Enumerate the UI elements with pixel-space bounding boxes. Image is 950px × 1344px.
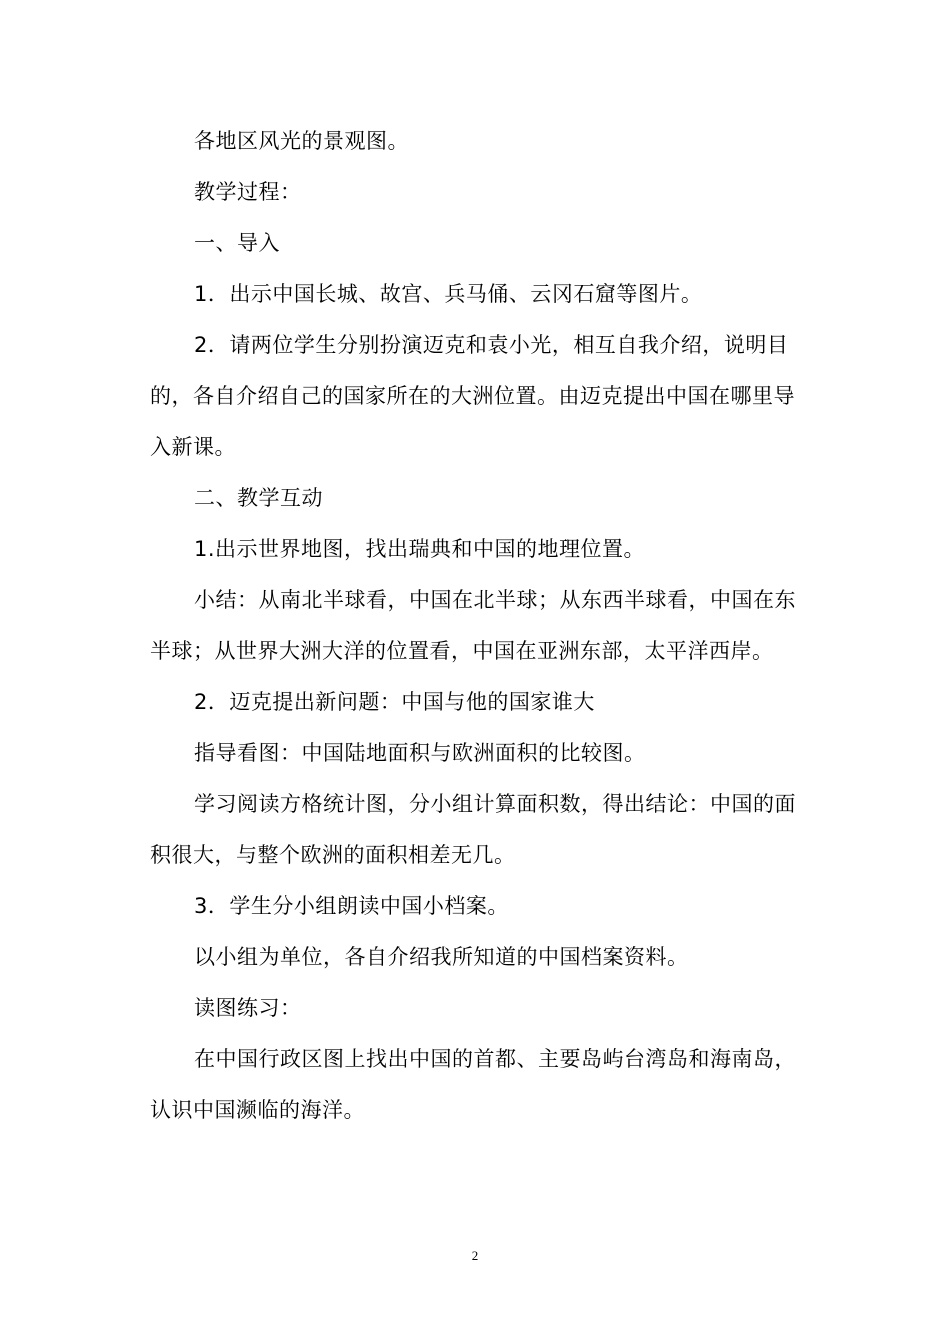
paragraph: 1．出示中国长城、故宫、兵马俑、云冈石窟等图片。 (194, 282, 703, 306)
paragraph: 读图练习： (194, 996, 302, 1020)
paragraph: 以小组为单位，各自介绍我所知道的中国档案资料。 (194, 945, 689, 969)
paragraph: 2．请两位学生分别扮演迈克和袁小光，相互自我介绍，说明目的，各自介绍自己的国家所在的大洲位置。由迈克提出中国在哪里导入新课。 (150, 333, 795, 459)
section-heading: 二、教学互动 (194, 486, 323, 510)
page-number: 2 (471, 1248, 479, 1263)
paragraph: 2．迈克提出新问题：中国与他的国家谁大 (194, 690, 595, 714)
paragraph: 在中国行政区图上找出中国的首都、主要岛屿台湾岛和海南岛，认识中国濒临的海洋。 (150, 1047, 796, 1122)
document-body (150, 116, 800, 1136)
paragraph: 学习阅读方格统计图，分小组计算面积数，得出结论：中国的面积很大，与整个欧洲的面积相差无几。 (150, 792, 796, 867)
paragraph: 小结：从南北半球看，中国在北半球；从东西半球看，中国在东半球；从世界大洲大洋的位置看，中国在亚洲东部，太平洋西岸。 (150, 588, 796, 663)
paragraph: 3．学生分小组朗读中国小档案。 (194, 894, 509, 918)
section-heading: 教学过程： (194, 180, 302, 204)
paragraph: 1.出示世界地图，找出瑞典和中国的地理位置。 (194, 537, 646, 561)
paragraph: 各地区风光的景观图。 (194, 129, 409, 153)
section-heading: 一、导入 (194, 231, 280, 255)
paragraph: 指导看图：中国陆地面积与欧洲面积的比较图。 (194, 741, 646, 765)
